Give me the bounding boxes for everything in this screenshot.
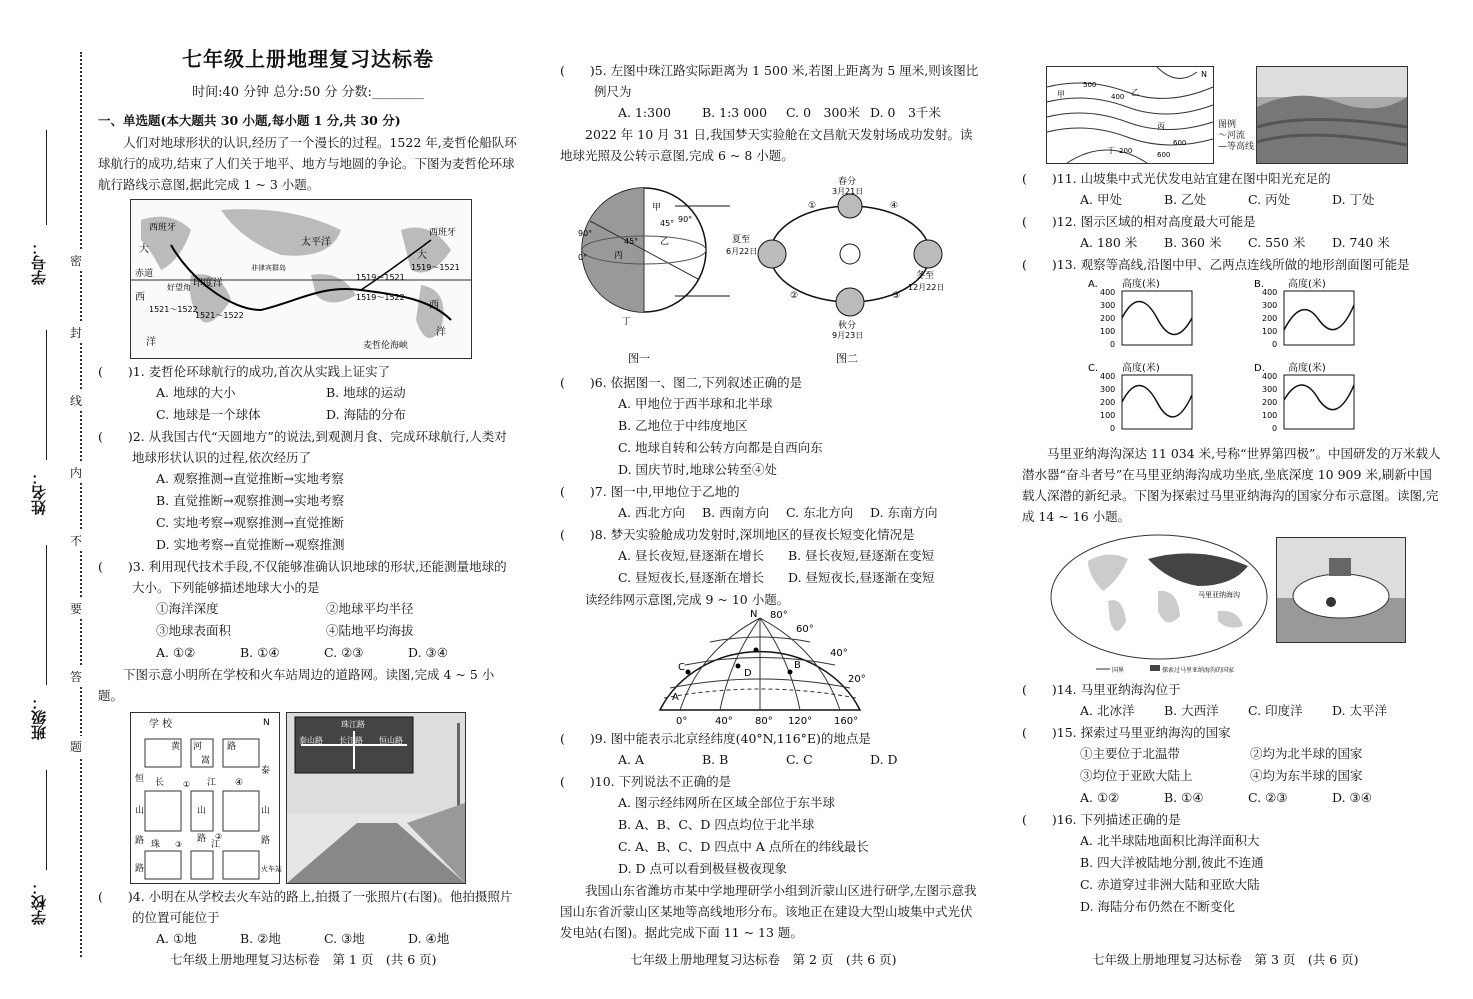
exam-title: 七年级上册地理复习达标卷	[182, 47, 434, 71]
q7-option-a[interactable]: A. 西北方向	[618, 505, 685, 520]
q7-options	[560, 502, 980, 524]
legend-river: ～河流	[1218, 131, 1246, 141]
map-label: 西	[429, 300, 439, 311]
page-3	[1022, 62, 1442, 918]
fig1-caption: 图一	[628, 352, 650, 365]
q5-option-c[interactable]: C. 0 300米	[786, 105, 860, 120]
seal-label-id: 学号：	[30, 240, 48, 285]
q10-option-a[interactable]: A. 图示经纬网所在区域全部位于东半球	[618, 795, 835, 810]
graticule-label: 60°	[796, 624, 814, 635]
question-13: ( )13. 观察等高线,沿图中甲、乙两点连线所做的地形剖面图可能是	[1022, 257, 1410, 272]
map-label: 麦哲伦海峡	[363, 341, 409, 351]
fig1-label: 丁	[622, 317, 632, 327]
fig2-label: 春分	[838, 177, 857, 187]
graticule-figure	[560, 610, 980, 728]
fig1-label: 45°	[660, 219, 675, 228]
page-footer: 七年级上册地理复习达标卷 第 2 页 (共 6 页)	[630, 952, 897, 967]
map-label: 1519～1522	[356, 293, 405, 302]
profile-svg	[1022, 275, 1442, 443]
legend-title: 图例	[1218, 120, 1237, 130]
fig1-label: 丙	[614, 251, 624, 261]
q11-option-a[interactable]: A. 甲处	[1080, 192, 1122, 207]
profile-tick: 200	[1262, 314, 1278, 323]
intro-4-5: 下图示意小明所在学校和火车站周边的道路网。读图,完成 4 ~ 5 小题。	[98, 667, 495, 703]
q16-option-d[interactable]: D. 海陆分布仍然在不断变化	[1080, 899, 1236, 914]
q3-option-b[interactable]: B. ①④	[240, 645, 280, 660]
profile-tick: 100	[1100, 411, 1116, 420]
q15-option-d[interactable]: D. ③④	[1332, 790, 1372, 805]
q3-item: ④陆地平均海拔	[326, 623, 414, 638]
profile-ylabel: 高度(米)	[1288, 363, 1326, 374]
profile-tick: 100	[1262, 327, 1278, 336]
fig2-caption: 图二	[836, 352, 858, 365]
q12-option-a[interactable]: A. 180 米	[1080, 235, 1138, 250]
q15-option-a[interactable]: A. ①②	[1080, 790, 1120, 805]
graticule-point: B	[794, 660, 801, 671]
seal-char: 封	[70, 322, 82, 343]
world-map-legend: 国界	[1112, 667, 1125, 674]
page-footer: 七年级上册地理复习达标卷 第 3 页 (共 6 页)	[1092, 952, 1359, 967]
map-label: 太平洋	[301, 237, 331, 248]
map-label: 大	[417, 250, 427, 261]
q3-option-a[interactable]: A. ①②	[156, 645, 196, 660]
q8-options	[560, 545, 980, 567]
intro-1-3: 人们对地球形状的认识,经历了一个漫长的过程。1522 年,麦哲伦船队环球航行的成功,结束了人们关于地平、地方与地圆的争论。下图为麦哲伦环球航行路线示意图,据此完成 1 ~ 3 小题。	[98, 135, 517, 192]
question-1: ( )1. 麦哲伦环球航行的成功,首次从实践上证实了	[98, 364, 391, 379]
q1-option-d[interactable]: D. 海陆的分布	[326, 407, 407, 422]
q3-items	[98, 620, 518, 642]
graticule-point: D	[744, 668, 752, 679]
map-label: 印度洋	[193, 278, 223, 289]
q3-items	[98, 598, 518, 620]
q15-item: ②均为北半球的国家	[1250, 746, 1363, 761]
earth-figures	[560, 166, 980, 372]
submersible-photo	[1276, 537, 1406, 643]
q3-item: ②地球平均半径	[326, 601, 414, 616]
road-label: 恒	[135, 774, 145, 784]
intro-9-10: 读经纬网示意图,完成 9 ~ 10 小题。	[585, 592, 790, 607]
contour-svg	[1047, 67, 1213, 163]
q15-items	[1022, 765, 1442, 787]
seal-label-class: 班级：	[30, 695, 48, 740]
graticule-label: 0°	[676, 716, 688, 727]
q8-option-c[interactable]: C. 昼短夜长,昼逐渐在增长	[618, 570, 765, 585]
profile-tick: 400	[1100, 372, 1116, 381]
q4-option-d[interactable]: D. ④地	[408, 931, 450, 946]
q4-option-c[interactable]: C. ③地	[324, 931, 365, 946]
map-label: 洋	[146, 337, 156, 348]
exam-info: 时间:40 分钟 总分:50 分 分数:________	[192, 85, 424, 100]
map-label: 1521～1522	[195, 311, 244, 320]
q7-option-d[interactable]: D. 东南方向	[870, 505, 938, 520]
map-label: 好望角	[167, 283, 191, 292]
profile-option-label: A.	[1088, 279, 1098, 290]
q15-option-c[interactable]: C. ②③	[1248, 790, 1288, 805]
q1-option-a[interactable]: A. 地球的大小	[156, 385, 236, 400]
map-label: 1519～1521	[356, 273, 405, 282]
fig2-label: 9月23日	[832, 331, 864, 340]
q5-option-a[interactable]: A. 1:300	[618, 105, 671, 120]
q15-item: ④均为东半球的国家	[1250, 768, 1363, 783]
road-figures	[98, 710, 518, 886]
road-label: 泰	[261, 766, 271, 776]
q7-option-c[interactable]: C. 东北方向	[786, 505, 854, 520]
q16-option-a[interactable]: A. 北半球陆地面积比海洋面积大	[1080, 833, 1260, 848]
contour-label: 乙	[1131, 88, 1139, 97]
road-label: 路	[261, 836, 271, 846]
fig2-label: 3月21日	[832, 187, 864, 196]
contour-legend	[1218, 120, 1254, 153]
q8-option-b[interactable]: B. 昼长夜短,昼逐渐在变短	[788, 548, 935, 563]
profile-tick: 300	[1100, 385, 1116, 394]
profile-tick: 300	[1262, 385, 1278, 394]
profile-tick: 0	[1110, 340, 1116, 349]
question-8: ( )8. 梦天实验舱成功发射时,深圳地区的昼夜长短变化情况是	[560, 527, 915, 542]
q11-option-d[interactable]: D. 丁处	[1332, 192, 1375, 207]
seal-char: 密	[70, 250, 82, 271]
magellan-map-svg	[131, 200, 471, 358]
q6-option-b[interactable]: B. 乙地位于中纬度地区	[618, 418, 748, 433]
road-label: 长	[155, 778, 165, 788]
profile-a[interactable]	[1088, 277, 1192, 349]
solar-photo-svg	[1257, 67, 1407, 163]
contour-label: 丙	[1157, 122, 1165, 131]
road-label: 黄	[171, 742, 181, 752]
road-label: 学 校	[149, 719, 173, 730]
fig1-label: 甲	[652, 203, 662, 213]
seal-label-school: 学校：	[30, 880, 48, 925]
q3-item: ①海洋深度	[156, 601, 219, 616]
profile-tick: 200	[1100, 314, 1116, 323]
map-label: 1519～1521	[411, 263, 460, 272]
question-9: ( )9. 图中能表示北京经纬度(40°N,116°E)的地点是	[560, 731, 871, 746]
road-label: ②	[215, 832, 223, 841]
profile-d[interactable]	[1254, 361, 1354, 433]
north-arrow-icon: N	[1201, 70, 1207, 79]
contour-label: 500	[1083, 81, 1097, 89]
q14-option-b[interactable]: B. 大西洋	[1164, 703, 1219, 718]
road-label: 河	[193, 742, 203, 752]
q10-option-b[interactable]: B. A、B、C、D 四点均位于北半球	[618, 817, 815, 832]
q5-option-b[interactable]: B. 1:3 000	[702, 105, 768, 120]
q15-items	[1022, 743, 1442, 765]
contour-label: 丁	[1107, 146, 1115, 155]
graticule-point: A	[672, 692, 679, 703]
solar-farm-photo	[1256, 66, 1408, 164]
q12-option-c[interactable]: C. 550 米	[1248, 235, 1306, 250]
seal-char: 要	[70, 598, 82, 619]
road-label: ③	[175, 840, 183, 849]
map-label: 西班牙	[429, 228, 457, 238]
seal-blank	[46, 330, 47, 460]
seal-char: 题	[70, 736, 82, 757]
q16-option-b[interactable]: B. 四大洋被陆地分割,彼此不连通	[1080, 855, 1264, 870]
intro-6-8: 2022 年 10 月 31 日,我国梦天实验舱在文昌航天发射场成功发射。读地球光照及公转示意图,完成 6 ~ 8 小题。	[560, 127, 973, 163]
profile-tick: 100	[1100, 327, 1116, 336]
q7-option-b[interactable]: B. 西南方向	[702, 505, 770, 520]
fig1-label: 90°	[678, 215, 693, 224]
contour-label: 600	[1173, 139, 1187, 147]
q9-option-d[interactable]: D. D	[870, 752, 898, 767]
q11-option-b[interactable]: B. 乙处	[1164, 192, 1207, 207]
graticule-label: 80°	[755, 716, 773, 727]
earth-figures-svg	[560, 166, 980, 372]
q3-options	[98, 642, 518, 664]
question-6: ( )6. 依据图一、图二,下列叙述正确的是	[560, 375, 803, 390]
sign-text: 长江路	[339, 736, 363, 745]
profile-b[interactable]	[1254, 277, 1354, 349]
road-photo-svg	[287, 713, 465, 883]
graticule-label: 160°	[834, 716, 859, 727]
seal-blank	[46, 130, 47, 225]
road-network-map	[130, 712, 280, 884]
graticule-label: N	[750, 609, 758, 620]
fig1-label: 45°	[624, 237, 639, 246]
section-heading: 一、单选题(本大题共 30 小题,每小题 1 分,共 30 分)	[98, 113, 401, 128]
graticule-label: 120°	[788, 716, 813, 727]
road-label: 山	[261, 806, 271, 816]
seal-blank	[46, 545, 47, 685]
q1-options	[98, 382, 518, 404]
submersible-svg	[1277, 538, 1405, 642]
q4-option-b[interactable]: B. ②地	[240, 931, 281, 946]
q14-option-c[interactable]: C. 印度洋	[1248, 703, 1303, 718]
contour-label: 600	[1157, 151, 1171, 159]
question-10: ( )10. 下列说法不正确的是	[560, 774, 732, 789]
q6-option-d[interactable]: D. 国庆节时,地球公转至④处	[618, 462, 777, 477]
question-15: ( )15. 探索过马里亚纳海沟的国家	[1022, 725, 1231, 740]
seal-char: 内	[70, 462, 82, 483]
graticule-label: 80°	[770, 610, 788, 621]
fig1-label: 90°	[578, 229, 593, 238]
road-label: 山	[135, 806, 145, 816]
world-map-svg	[1048, 531, 1270, 675]
profile-ylabel: 高度(米)	[1288, 279, 1326, 290]
contour-label: 200	[1119, 147, 1133, 155]
q4-options	[98, 928, 518, 950]
question-12: ( )12. 图示区域的相对高度最大可能是	[1022, 214, 1256, 229]
q8-option-a[interactable]: A. 昼长夜短,昼逐渐在增长	[618, 548, 764, 563]
q9-option-b[interactable]: B. B	[702, 752, 729, 767]
question-2: ( )2. 从我国古代“天圆地方”的说法,到观测月食、完成环球航行,人类对地球形状认识的过程,依次经历了	[98, 429, 507, 465]
map-label: 赤道	[135, 269, 154, 279]
q16-option-c[interactable]: C. 赤道穿过非洲大陆和亚欧大陆	[1080, 877, 1260, 892]
q11-option-c[interactable]: C. 丙处	[1248, 192, 1291, 207]
magellan-route-map	[130, 199, 472, 359]
question-14: ( )14. 马里亚纳海沟位于	[1022, 682, 1181, 697]
road-label: 路	[227, 742, 237, 752]
q14-options	[1022, 700, 1442, 722]
q12-option-b[interactable]: B. 360 米	[1164, 235, 1222, 250]
seal-char: 答	[70, 666, 82, 687]
fig2-label: ④	[890, 201, 899, 211]
road-label: 路	[135, 836, 145, 846]
q15-options	[1022, 787, 1442, 809]
q5-option-d[interactable]: D. 0 3千米	[870, 105, 941, 120]
graticule-svg	[560, 610, 980, 728]
q9-options	[560, 749, 980, 771]
profile-option-label: D.	[1254, 363, 1265, 374]
q15-item: ③均位于亚欧大陆上	[1080, 768, 1193, 783]
graticule-label: 40°	[715, 716, 733, 727]
q9-option-c[interactable]: C. C	[786, 752, 813, 767]
q2-option-d[interactable]: D. 实地考察→直觉推断→观察推测	[156, 537, 345, 552]
q3-option-d[interactable]: D. ③④	[408, 645, 448, 660]
fig2-label: ③	[892, 291, 901, 301]
page-2	[560, 60, 980, 943]
intro-14-16: 马里亚纳海沟深达 11 034 米,号称“世界第四极”。中国研发的万米载人潜水器“奋斗者号”在马里亚纳海沟成功坐底,坐底深度 10 909 米,刷新中国载人深潜的新纪录。下图为探索过马里亚纳海沟的国家分布示意图。读图,完成 14 ~ 16 小题。	[1022, 446, 1441, 524]
q6-option-a[interactable]: A. 甲地位于西半球和北半球	[618, 396, 773, 411]
legend-contour: —等高线	[1218, 142, 1255, 152]
q4-option-a[interactable]: A. ①地	[156, 931, 197, 946]
sign-text: 珠江路	[341, 720, 365, 729]
profile-tick: 300	[1100, 301, 1116, 310]
q8-option-d[interactable]: D. 昼短夜长,昼逐渐在变短	[788, 570, 935, 585]
map-label: 西	[135, 292, 145, 303]
north-arrow-icon: N	[263, 718, 270, 728]
map-label: 西班牙	[149, 223, 177, 233]
profile-tick: 300	[1262, 301, 1278, 310]
fig2-label: 秋分	[838, 321, 857, 331]
profile-tick: 0	[1272, 340, 1278, 349]
fig2-label: ②	[790, 291, 799, 301]
road-label: ④	[235, 778, 244, 788]
q2-option-c[interactable]: C. 实地考察→观察推测→直觉推断	[156, 515, 345, 530]
seal-label-name: 姓名：	[30, 470, 48, 515]
road-label: 火车站	[261, 865, 282, 873]
profile-tick: 400	[1262, 372, 1278, 381]
road-label: 路	[135, 864, 145, 874]
q12-option-d[interactable]: D. 740 米	[1332, 235, 1390, 250]
fig1-label: 0°	[578, 253, 588, 262]
q11-options	[1022, 189, 1442, 211]
fig2-label: ①	[808, 201, 817, 211]
profile-tick: 400	[1262, 288, 1278, 297]
profile-tick: 400	[1100, 288, 1116, 297]
road-label: 路	[197, 834, 207, 844]
profile-tick: 200	[1262, 398, 1278, 407]
road-map-svg	[131, 713, 282, 883]
contour-map	[1046, 66, 1214, 164]
page-1	[98, 40, 518, 950]
profile-tick: 0	[1110, 424, 1116, 433]
map-label: 洋	[436, 327, 446, 338]
world-map-legend: 探索过马里亚纳海沟的国家	[1162, 667, 1235, 674]
q10-option-d[interactable]: D. D 点可以看到极昼极夜现象	[618, 861, 788, 876]
q1-options	[98, 404, 518, 426]
world-map-label: 马里亚纳海沟	[1198, 591, 1240, 599]
profile-tick: 0	[1272, 424, 1278, 433]
q1-option-c[interactable]: C. 地球是一个球体	[156, 407, 261, 422]
road-photo	[286, 712, 466, 884]
q6-option-c[interactable]: C. 地球自转和公转方向都是自西向东	[618, 440, 823, 455]
question-7: ( )7. 图一中,甲地位于乙地的	[560, 484, 740, 499]
q8-options	[560, 567, 980, 589]
fig2-label: 6月22日	[726, 247, 758, 256]
question-5: ( )5. 左图中珠江路实际距离为 1 500 米,若图上距离为 5 厘米,则该图比例尺为	[560, 63, 979, 99]
q12-options	[1022, 232, 1442, 254]
map-label: 1521～1522	[149, 305, 198, 314]
profile-option-label: C.	[1088, 363, 1099, 374]
contour-label: 400	[1111, 93, 1125, 101]
world-map	[1048, 531, 1270, 675]
road-label: ①	[183, 780, 191, 789]
question-11: ( )11. 山坡集中式光伏发电站宜建在图中阳光充足的	[1022, 171, 1331, 186]
q1-option-b[interactable]: B. 地球的运动	[326, 385, 406, 400]
q15-option-b[interactable]: B. ①④	[1164, 790, 1204, 805]
seal-char: 线	[70, 390, 82, 411]
seal-char: 不	[70, 530, 82, 551]
road-label: 江	[207, 778, 217, 788]
q2-option-a[interactable]: A. 观察推测→直觉推断→实地考察	[156, 471, 344, 486]
sign-text: 恒山路	[379, 736, 403, 745]
q3-option-c[interactable]: C. ②③	[324, 645, 364, 660]
seal-dotted-line	[80, 52, 82, 957]
graticule-label: 20°	[848, 674, 866, 685]
q3-item: ③地球表面积	[156, 623, 232, 638]
seal-blank	[46, 770, 47, 870]
contour-figures	[1022, 62, 1442, 168]
road-label: 江	[211, 840, 221, 850]
road-label: 嵩	[201, 756, 211, 766]
map-label: 大	[139, 244, 149, 255]
page-footer: 七年级上册地理复习达标卷 第 1 页 (共 6 页)	[170, 952, 437, 967]
mariana-figures	[1022, 527, 1442, 679]
graticule-label: 40°	[830, 648, 848, 659]
profile-option-label: B.	[1254, 279, 1265, 290]
q10-option-c[interactable]: C. A、B、C、D 四点中 A 点所在的纬线最长	[618, 839, 869, 854]
profile-options	[1022, 275, 1442, 443]
profile-c[interactable]	[1088, 361, 1192, 433]
q9-option-a[interactable]: A. A	[618, 752, 645, 767]
question-16: ( )16. 下列描述正确的是	[1022, 812, 1181, 827]
q15-item: ①主要位于北温带	[1080, 746, 1181, 761]
question-4: ( )4. 小明在从学校去火车站的路上,拍摄了一张照片(右图)。他拍摄照片的位置可能位于	[98, 889, 513, 925]
road-label: 山	[197, 806, 207, 816]
intro-11-13: 我国山东省潍坊市某中学地理研学小组到沂蒙山区进行研学,左图示意我国山东省沂蒙山区某地等高线地形分布。该地正在建设大型山坡集中式光伏发电站(右图)。据此完成下面 11 ~ 13 题。	[560, 883, 977, 940]
q2-option-b[interactable]: B. 直觉推断→观察推测→实地考察	[156, 493, 345, 508]
graticule-point: C	[678, 662, 685, 673]
map-label: 非律宾群岛	[251, 264, 286, 272]
fig2-label: 冬至	[916, 271, 935, 281]
road-label: 珠	[151, 840, 161, 850]
fig1-label: 乙	[660, 237, 670, 247]
q5-options	[560, 102, 980, 124]
question-3: ( )3. 利用现代技术手段,不仅能够准确认识地球的形状,还能测量地球的大小。下列能够描述地球大小的是	[98, 559, 507, 595]
fig2-label: 夏至	[732, 235, 751, 245]
fig2-label: 12月22日	[908, 283, 945, 292]
q14-option-a[interactable]: A. 北冰洋	[1080, 703, 1135, 718]
contour-label: 甲	[1057, 90, 1065, 99]
sign-text: 泰山路	[299, 736, 323, 745]
profile-ylabel: 高度(米)	[1122, 363, 1160, 374]
q14-option-d[interactable]: D. 太平洋	[1332, 703, 1388, 718]
profile-tick: 200	[1100, 398, 1116, 407]
profile-tick: 100	[1262, 411, 1278, 420]
profile-ylabel: 高度(米)	[1122, 279, 1160, 290]
